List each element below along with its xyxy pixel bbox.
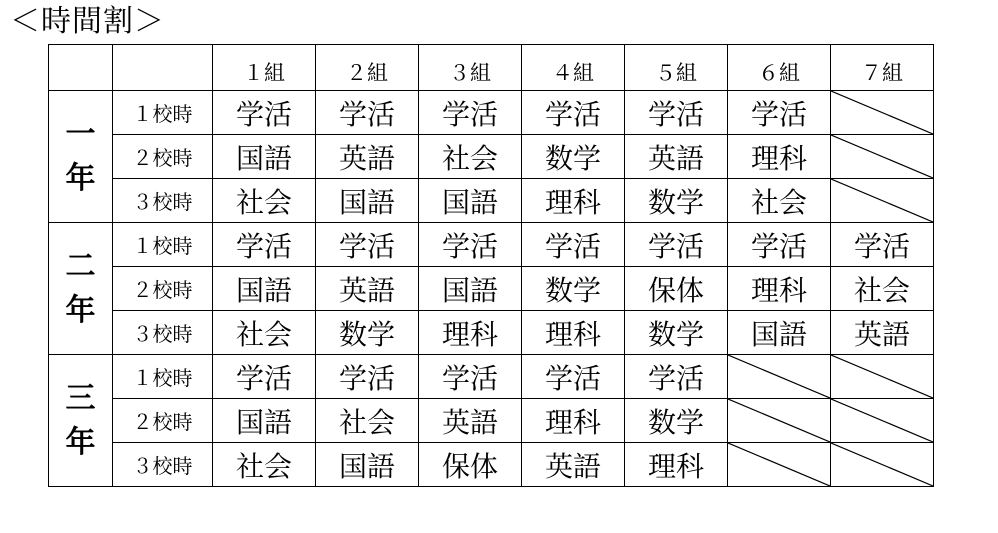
empty-cell	[831, 135, 934, 179]
period-label: ２校時	[113, 399, 213, 443]
subject-cell: 社会	[316, 399, 419, 443]
class-header: ２組	[316, 45, 419, 91]
subject-cell: 国語	[728, 311, 831, 355]
empty-cell	[831, 443, 934, 487]
subject-cell: 英語	[419, 399, 522, 443]
grade-label-char: 一	[65, 116, 96, 152]
subject-cell: 英語	[316, 267, 419, 311]
subject-cell: 学活	[625, 223, 728, 267]
subject-cell: 国語	[213, 135, 316, 179]
subject-cell: 国語	[213, 399, 316, 443]
subject-cell: 国語	[213, 267, 316, 311]
diagonal-slash	[831, 355, 933, 398]
subject-cell: 数学	[316, 311, 419, 355]
subject-cell: 学活	[625, 355, 728, 399]
subject-cell: 学活	[522, 355, 625, 399]
period-label: ３校時	[113, 179, 213, 223]
subject-cell: 学活	[316, 355, 419, 399]
class-header: ３組	[419, 45, 522, 91]
subject-cell: 社会	[419, 135, 522, 179]
subject-cell: 理科	[728, 267, 831, 311]
table-row	[49, 91, 934, 135]
subject-cell: 国語	[316, 443, 419, 487]
class-header: ６組	[728, 45, 831, 91]
table-row	[49, 179, 934, 223]
empty-cell	[831, 399, 934, 443]
subject-cell: 社会	[213, 443, 316, 487]
subject-cell: 社会	[728, 179, 831, 223]
subject-cell: 社会	[831, 267, 934, 311]
subject-cell: 国語	[419, 267, 522, 311]
subject-cell: 英語	[625, 135, 728, 179]
subject-cell: 学活	[316, 223, 419, 267]
subject-cell: 英語	[316, 135, 419, 179]
subject-cell: 理科	[522, 179, 625, 223]
table-row	[49, 135, 934, 179]
subject-cell: 学活	[728, 91, 831, 135]
period-label: １校時	[113, 91, 213, 135]
subject-cell: 国語	[316, 179, 419, 223]
corner-cell	[49, 45, 113, 91]
subject-cell: 数学	[522, 267, 625, 311]
period-label: ３校時	[113, 311, 213, 355]
empty-cell	[831, 179, 934, 223]
subject-cell: 学活	[831, 223, 934, 267]
class-header: ４組	[522, 45, 625, 91]
subject-cell: 英語	[831, 311, 934, 355]
table-row	[49, 355, 934, 399]
period-label: １校時	[113, 223, 213, 267]
subject-cell: 数学	[625, 399, 728, 443]
subject-cell: 社会	[213, 311, 316, 355]
table-row	[49, 223, 934, 267]
subject-cell: 学活	[213, 91, 316, 135]
subject-cell: 理科	[522, 399, 625, 443]
period-label: ３校時	[113, 443, 213, 487]
subject-cell: 理科	[522, 311, 625, 355]
period-label: １校時	[113, 355, 213, 399]
subject-cell: 理科	[625, 443, 728, 487]
page-title: ＜時間割＞	[10, 4, 165, 39]
subject-cell: 学活	[522, 223, 625, 267]
empty-cell	[831, 91, 934, 135]
subject-cell: 国語	[419, 179, 522, 223]
grade-label-char: 年	[65, 292, 96, 328]
class-header: １組	[213, 45, 316, 91]
table-row	[49, 443, 934, 487]
subject-cell: 社会	[213, 179, 316, 223]
header-row	[49, 45, 934, 91]
subject-cell: 学活	[625, 91, 728, 135]
grade-label	[49, 223, 113, 355]
table-row	[49, 267, 934, 311]
subject-cell: 学活	[728, 223, 831, 267]
period-label: ２校時	[113, 135, 213, 179]
subject-cell: 理科	[728, 135, 831, 179]
grade-label-char: 二	[65, 248, 96, 284]
table-row	[49, 399, 934, 443]
empty-cell	[728, 399, 831, 443]
diagonal-slash	[831, 179, 933, 222]
subject-cell: 学活	[419, 91, 522, 135]
diagonal-slash	[831, 91, 933, 134]
table-row	[49, 311, 934, 355]
diagonal-slash	[831, 135, 933, 178]
class-header: ７組	[831, 45, 934, 91]
empty-cell	[728, 443, 831, 487]
diagonal-slash	[728, 443, 830, 486]
grade-label-char: 年	[65, 424, 96, 460]
corner-cell	[113, 45, 213, 91]
grade-label-char: 三	[65, 380, 96, 416]
grade-label	[49, 355, 113, 487]
empty-cell	[831, 355, 934, 399]
grade-label	[49, 91, 113, 223]
subject-cell: 学活	[522, 91, 625, 135]
subject-cell: 数学	[625, 179, 728, 223]
subject-cell: 学活	[213, 223, 316, 267]
subject-cell: 学活	[419, 355, 522, 399]
subject-cell: 数学	[625, 311, 728, 355]
subject-cell: 英語	[522, 443, 625, 487]
subject-cell: 数学	[522, 135, 625, 179]
diagonal-slash	[831, 399, 933, 442]
subject-cell: 保体	[419, 443, 522, 487]
class-header: ５組	[625, 45, 728, 91]
subject-cell: 学活	[419, 223, 522, 267]
subject-cell: 保体	[625, 267, 728, 311]
period-label: ２校時	[113, 267, 213, 311]
subject-cell: 理科	[419, 311, 522, 355]
grade-label-char: 年	[65, 160, 96, 196]
empty-cell	[728, 355, 831, 399]
timetable	[48, 44, 934, 487]
subject-cell: 学活	[213, 355, 316, 399]
diagonal-slash	[831, 443, 933, 486]
diagonal-slash	[728, 355, 830, 398]
diagonal-slash	[728, 399, 830, 442]
subject-cell: 学活	[316, 91, 419, 135]
